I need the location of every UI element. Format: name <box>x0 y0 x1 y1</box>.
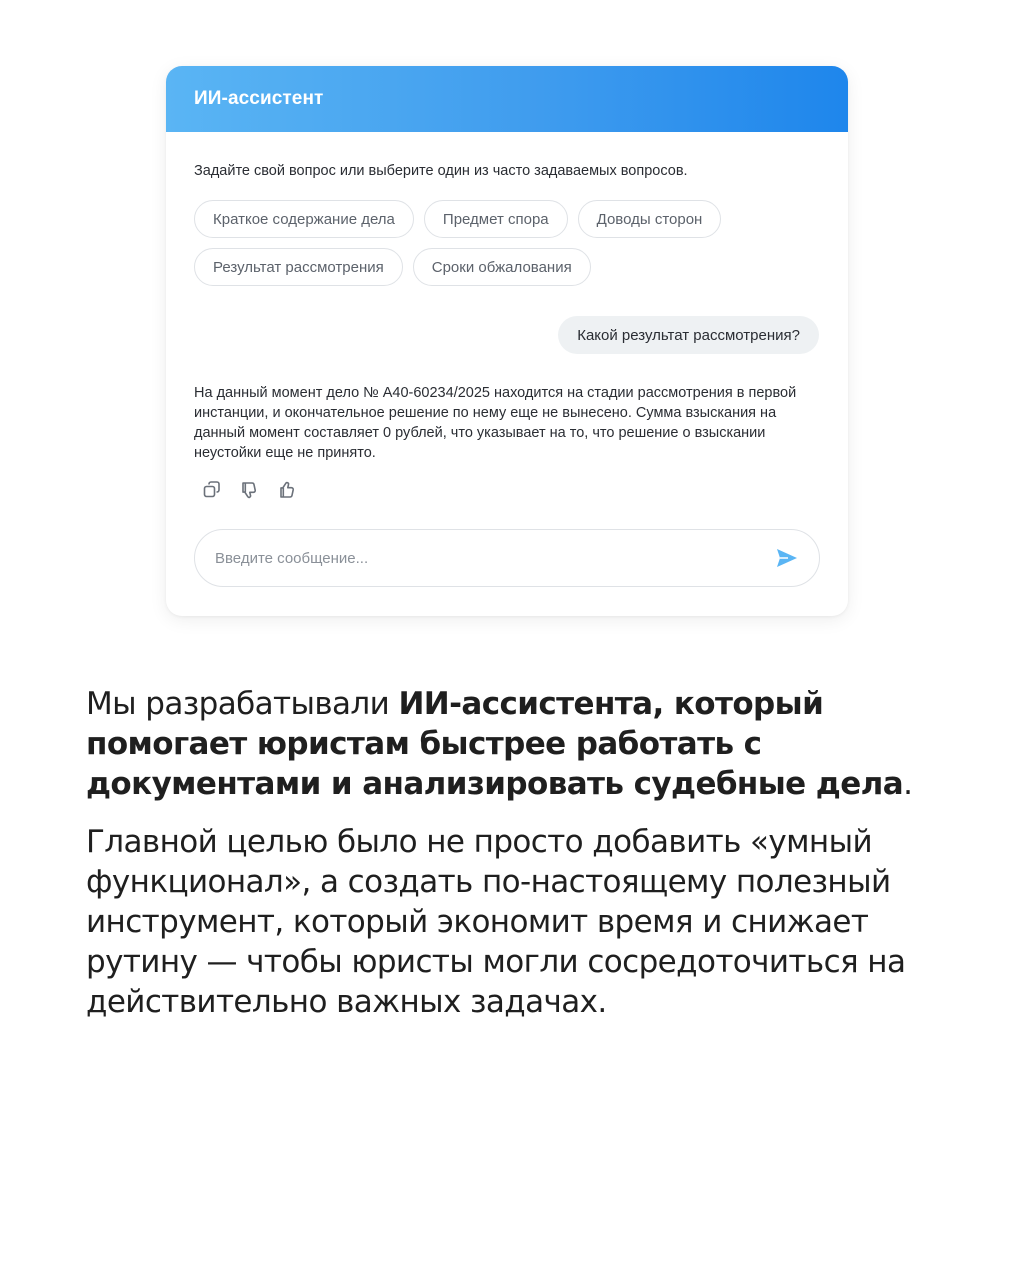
caption-p1-start: Мы разрабатывали <box>86 686 399 722</box>
assistant-title: ИИ-ассистент <box>194 88 324 109</box>
user-message-bubble: Какой результат рассмотрения? <box>558 316 819 354</box>
assistant-header <box>166 66 848 132</box>
answer-actions <box>202 480 298 500</box>
assistant-answer: На данный момент дело № А40-60234/2025 находится на стадии рассмотрения в первой инстанции, и окончательное решение по нему еще не вынесено. Сумма взыскания на данный момент составляет 0 рублей, что указывает на то, что решение о взыскании неустойки еще не принято. <box>194 385 797 461</box>
suggestion-chips <box>194 200 834 296</box>
assistant-intro: Задайте свой вопрос или выберите один из часто задаваемых вопросов. <box>194 163 688 179</box>
caption-p1-bold: ИИ-ассистента, который помогает юристам быстрее работать с документами и анализировать судебные дела <box>86 686 904 802</box>
suggestion-row-1 <box>194 200 834 238</box>
thumbs-up-icon[interactable] <box>278 480 298 500</box>
suggestion-row-2 <box>194 248 834 286</box>
caption-text <box>86 684 956 1040</box>
caption-paragraph-1 <box>86 684 956 804</box>
caption-p1-end: . <box>903 766 913 802</box>
chip-dispute-subject[interactable]: Предмет спора <box>424 200 568 238</box>
send-button[interactable] <box>773 544 801 572</box>
chip-appeal-terms[interactable]: Сроки обжалования <box>413 248 591 286</box>
chip-party-arguments[interactable]: Доводы сторон <box>578 200 722 238</box>
message-input-wrapper <box>194 529 820 587</box>
copy-icon[interactable] <box>202 480 222 500</box>
assistant-card <box>166 66 848 616</box>
caption-paragraph-2: Главной целью было не просто добавить «умный функционал», а создать по-настоящему полезный инструмент, который экономит время и снижает рутину — чтобы юристы могли сосредоточиться на действительно важных задачах. <box>86 824 906 1020</box>
send-icon <box>775 547 799 569</box>
thumbs-down-icon[interactable] <box>240 480 260 500</box>
chip-review-result[interactable]: Результат рассмотрения <box>194 248 403 286</box>
chip-case-summary[interactable]: Краткое содержание дела <box>194 200 414 238</box>
message-input[interactable] <box>215 550 773 567</box>
